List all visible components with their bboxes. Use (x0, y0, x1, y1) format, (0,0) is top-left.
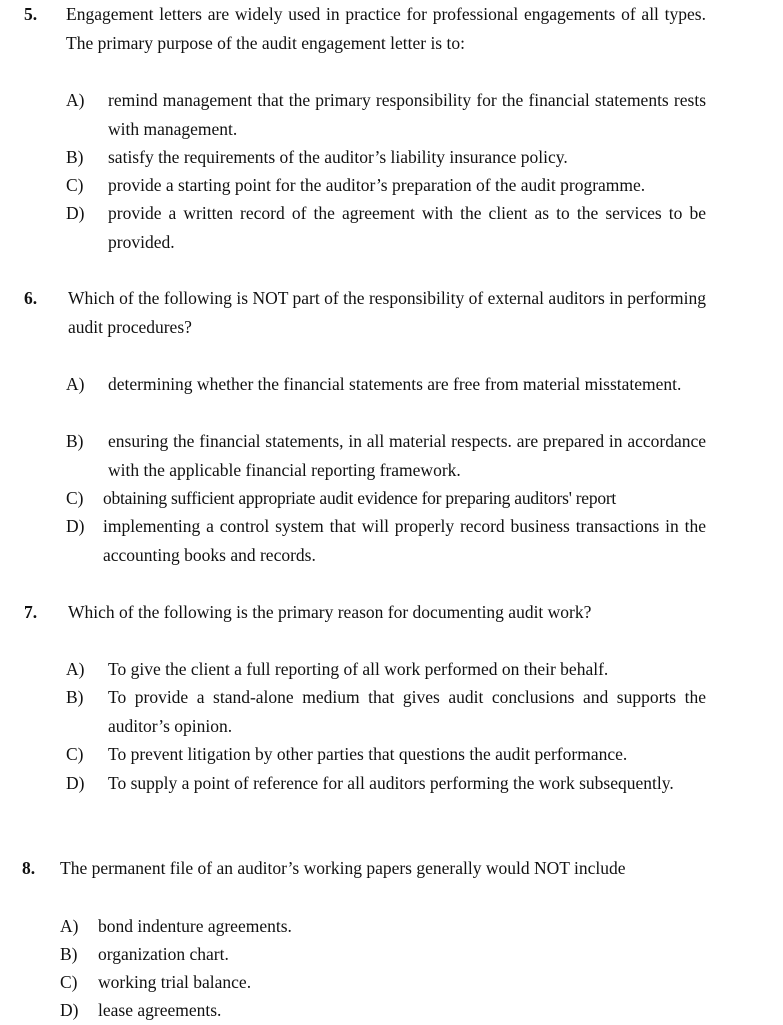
option-text: To prevent litigation by other parties that questions the audit performance. (108, 744, 628, 764)
option-text: working trial balance. (98, 972, 252, 992)
option-label: B) (66, 431, 84, 451)
option-label: C) (66, 744, 84, 764)
question-number: 8. (22, 858, 36, 878)
question-stem: The permanent file of an auditor’s working papers generally would NOT include (60, 858, 626, 878)
question-number: 7. (24, 602, 38, 622)
option-text: implementing a control system that will properly record business transactions in the accounting books and records. (103, 516, 706, 565)
option-text: lease agreements. (98, 1000, 222, 1020)
question-number: 6. (24, 288, 38, 308)
option-label: A) (66, 374, 85, 394)
option-label: D) (60, 1000, 79, 1020)
option-text: bond indenture agreements. (98, 916, 292, 936)
option-text: provide a written record of the agreement with the client as to the services to be provided. (108, 203, 706, 252)
option-text: To supply a point of reference for all auditors performing the work subsequently. (108, 773, 674, 793)
option-label: A) (60, 916, 79, 936)
option-label: C) (60, 972, 78, 992)
option-text: determining whether the financial statements are free from material misstatement. (108, 374, 682, 394)
option-label: B) (60, 944, 78, 964)
option-a (66, 86, 706, 143)
question-stem: Which of the following is the primary reason for documenting audit work? (68, 602, 592, 622)
option-label: B) (66, 687, 84, 707)
question-stem: Which of the following is NOT part of the responsibility of external auditors in performing audit procedures? (68, 288, 706, 337)
option-text: To give the client a full reporting of all work performed on their behalf. (108, 659, 609, 679)
option-label: C) (66, 488, 84, 508)
option-label: D) (66, 773, 85, 793)
option-label: D) (66, 203, 85, 223)
option-text: remind management that the primary responsibility for the financial statements rests with management. (108, 90, 706, 139)
option-text: satisfy the requirements of the auditor’s liability insurance policy. (108, 147, 568, 167)
option-text: ensuring the financial statements, in all material respects. are prepared in accordance with the applicable financial reporting framework. (108, 431, 706, 480)
option-text: obtaining sufficient appropriate audit evidence for preparing auditors' report (103, 488, 617, 508)
option-text: To provide a stand-alone medium that gives audit conclusions and supports the auditor’s opinion. (108, 687, 706, 736)
option-label: D) (66, 516, 85, 536)
option-label: A) (66, 90, 85, 110)
question-stem: Engagement letters are widely used in practice for professional engagements of all types. The primary purpose of the audit engagement letter is to: (66, 4, 706, 53)
option-text: organization chart. (98, 944, 229, 964)
question-number: 5. (24, 4, 38, 24)
option-label: C) (66, 175, 84, 195)
option-text: provide a starting point for the auditor’s preparation of the audit programme. (108, 175, 646, 195)
option-label: B) (66, 147, 84, 167)
option-label: A) (66, 659, 85, 679)
